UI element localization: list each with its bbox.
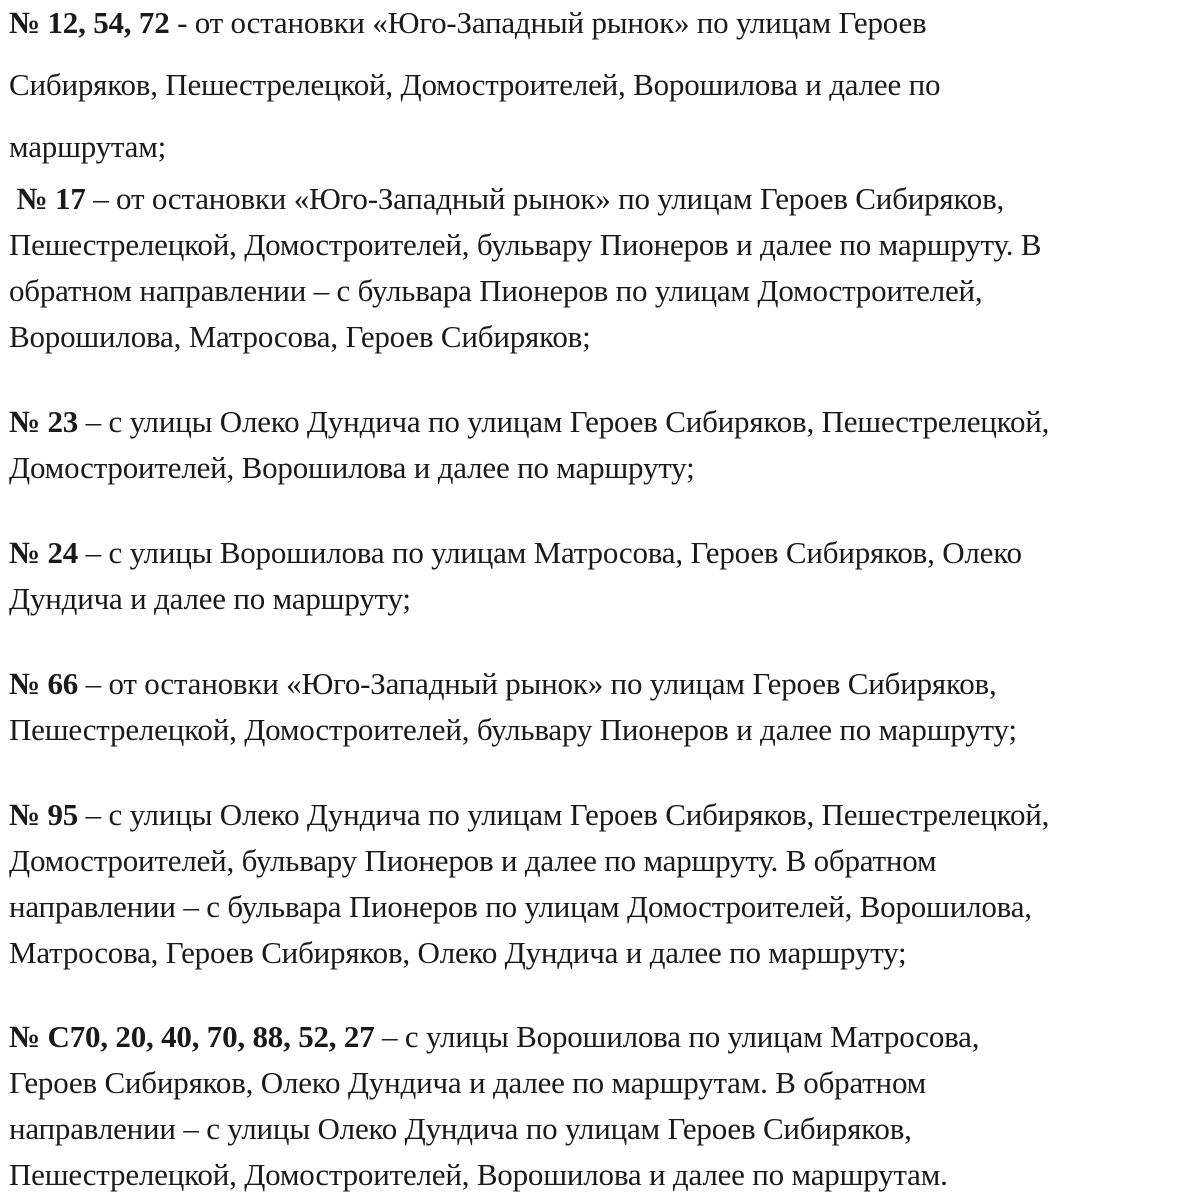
text-line: [9, 0, 1195, 54]
text-line: [9, 661, 1195, 707]
route-text: – с улицы Ворошилова по улицам Матросова,: [374, 1019, 980, 1054]
route-paragraph: [9, 661, 1195, 753]
route-paragraph: [9, 1014, 1195, 1198]
text-line: Домостроителей, Ворошилова и далее по маршруту;: [9, 450, 695, 485]
route-number: № 66: [9, 666, 79, 701]
text-line: [9, 399, 1195, 445]
text-line: маршрутам;: [9, 129, 167, 164]
text-line: Пешестрелецкой, Домостроителей, Ворошилова и далее по маршрутам.: [9, 1157, 948, 1192]
route-text: – от остановки «Юго-Западный рынок» по улицам Героев Сибиряков,: [78, 666, 997, 701]
route-text: - от остановки «Юго-Западный рынок» по улицам Героев: [169, 5, 927, 40]
text-line: направлении – с улицы Олеко Дундича по улицам Героев Сибиряков,: [9, 1111, 912, 1146]
route-paragraph: [9, 176, 1195, 360]
route-number: № 24: [9, 535, 79, 570]
text-line: Дундича и далее по маршруту;: [9, 581, 411, 616]
text-line: Ворошилова, Матросова, Героев Сибиряков;: [9, 319, 591, 354]
route-text: – от остановки «Юго-Западный рынок» по улицам Героев Сибиряков,: [85, 181, 1005, 216]
route-text: – с улицы Олеко Дундича по улицам Героев Сибиряков, Пешестрелецкой,: [78, 404, 1050, 439]
text-line: направлении – с бульвара Пионеров по улицам Домостроителей, Ворошилова,: [9, 889, 1032, 924]
text-line: Домостроителей, бульвару Пионеров и далее по маршруту. В обратном: [9, 843, 937, 878]
route-number: № 95: [9, 797, 79, 832]
document-body: [9, 0, 1195, 1198]
route-paragraph: [9, 530, 1195, 622]
text-line: Героев Сибиряков, Олеко Дундича и далее по маршрутам. В обратном: [9, 1065, 927, 1100]
route-paragraph: [9, 792, 1195, 976]
route-text: – с улицы Олеко Дундича по улицам Героев Сибиряков, Пешестрелецкой,: [78, 797, 1050, 832]
route-paragraph: [9, 0, 1195, 178]
route-text: – с улицы Ворошилова по улицам Матросова, Героев Сибиряков, Олеко: [78, 535, 1022, 570]
text-line: [9, 792, 1195, 838]
text-line: [9, 1014, 1195, 1060]
text-line: обратном направлении – с бульвара Пионеров по улицам Домостроителей,: [9, 273, 983, 308]
text-line: Матросова, Героев Сибиряков, Олеко Дундича и далее по маршруту;: [9, 935, 907, 970]
route-number: № 12, 54, 72: [9, 5, 170, 40]
route-number: № 23: [9, 404, 79, 439]
text-line: [9, 176, 1195, 222]
text-line: Пешестрелецкой, Домостроителей, бульвару Пионеров и далее по маршруту. В: [9, 227, 1042, 262]
route-number: № 17: [9, 181, 86, 216]
text-line: Сибиряков, Пешестрелецкой, Домостроителей, Ворошилова и далее по: [9, 67, 941, 102]
route-number: № С70, 20, 40, 70, 88, 52, 27: [9, 1019, 375, 1054]
route-paragraph: [9, 399, 1195, 491]
text-line: [9, 530, 1195, 576]
text-line: Пешестрелецкой, Домостроителей, бульвару Пионеров и далее по маршруту;: [9, 712, 1017, 747]
